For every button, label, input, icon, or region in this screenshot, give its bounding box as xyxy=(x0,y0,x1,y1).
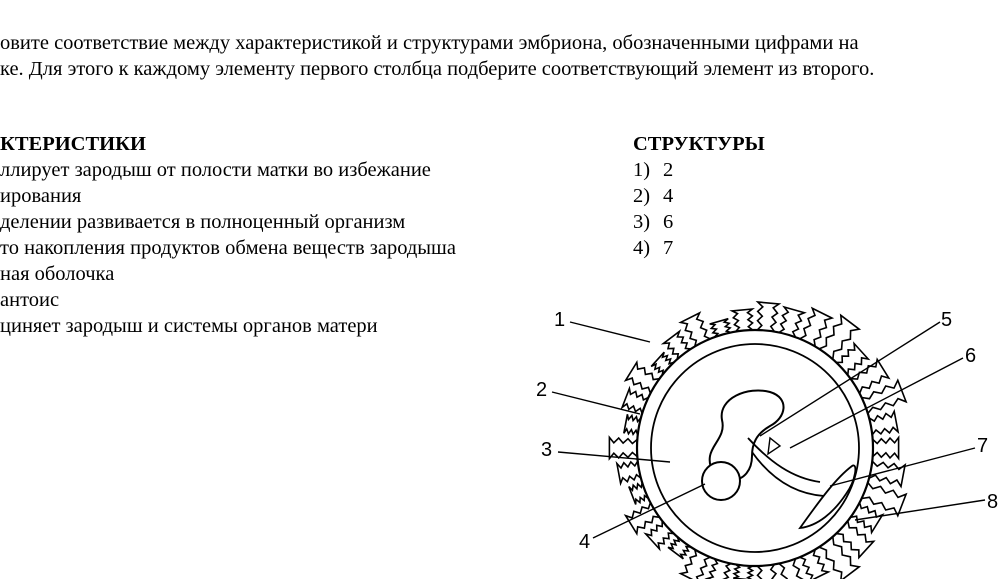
label-4: 4 xyxy=(579,531,591,553)
structure-item xyxy=(633,235,673,261)
characteristic-line: циняет зародыш и системы органов матери xyxy=(0,315,378,337)
label-5: 5 xyxy=(941,309,953,331)
task-line-1: овите соответствие между характеристикой и структурами эмбриона, обозначенными цифрами на xyxy=(0,32,859,54)
structure-value: 7 xyxy=(663,237,674,259)
task-line-2: ке. Для этого к каждому элементу первого столбца подберите соответствующий элемент из второго. xyxy=(0,58,875,80)
structure-item xyxy=(633,183,673,209)
characteristic-line: делении развивается в полноценный организм xyxy=(0,211,406,233)
label-1: 1 xyxy=(554,309,566,331)
villus xyxy=(873,438,899,459)
structure-item xyxy=(633,157,673,183)
outer-membrane xyxy=(637,330,873,566)
characteristic-line: ллирует зародыш от полости матки во избежание xyxy=(0,159,431,181)
characteristic-line: антоис xyxy=(0,289,60,311)
label-2: 2 xyxy=(536,379,548,401)
villus xyxy=(757,302,779,332)
structure-number: 4) xyxy=(633,237,651,259)
structure-number: 3) xyxy=(633,211,651,233)
characteristic-line: то накопления продуктов обмена веществ зародыша xyxy=(0,237,456,259)
structures-header: СТРУКТУРЫ xyxy=(633,133,765,155)
structure-number: 2) xyxy=(633,185,651,207)
label-7: 7 xyxy=(977,435,989,457)
label-8: 8 xyxy=(987,491,999,513)
characteristic-line: ирования xyxy=(0,185,82,207)
structure-number: 1) xyxy=(633,159,651,181)
structure-item xyxy=(633,209,673,235)
villus xyxy=(732,309,753,332)
structure-value: 4 xyxy=(663,185,674,207)
label-6: 6 xyxy=(965,345,977,367)
villus xyxy=(609,437,637,458)
embryo-diagram xyxy=(525,282,1000,579)
label-3: 3 xyxy=(541,439,553,461)
characteristic-line: ная оболочка xyxy=(0,263,115,285)
yolk-sac xyxy=(702,462,740,500)
structure-value: 2 xyxy=(663,159,674,181)
structure-value: 6 xyxy=(663,211,674,233)
villus xyxy=(862,380,907,413)
villus xyxy=(869,411,898,435)
characteristics-header: КТЕРИСТИКИ xyxy=(0,133,146,155)
